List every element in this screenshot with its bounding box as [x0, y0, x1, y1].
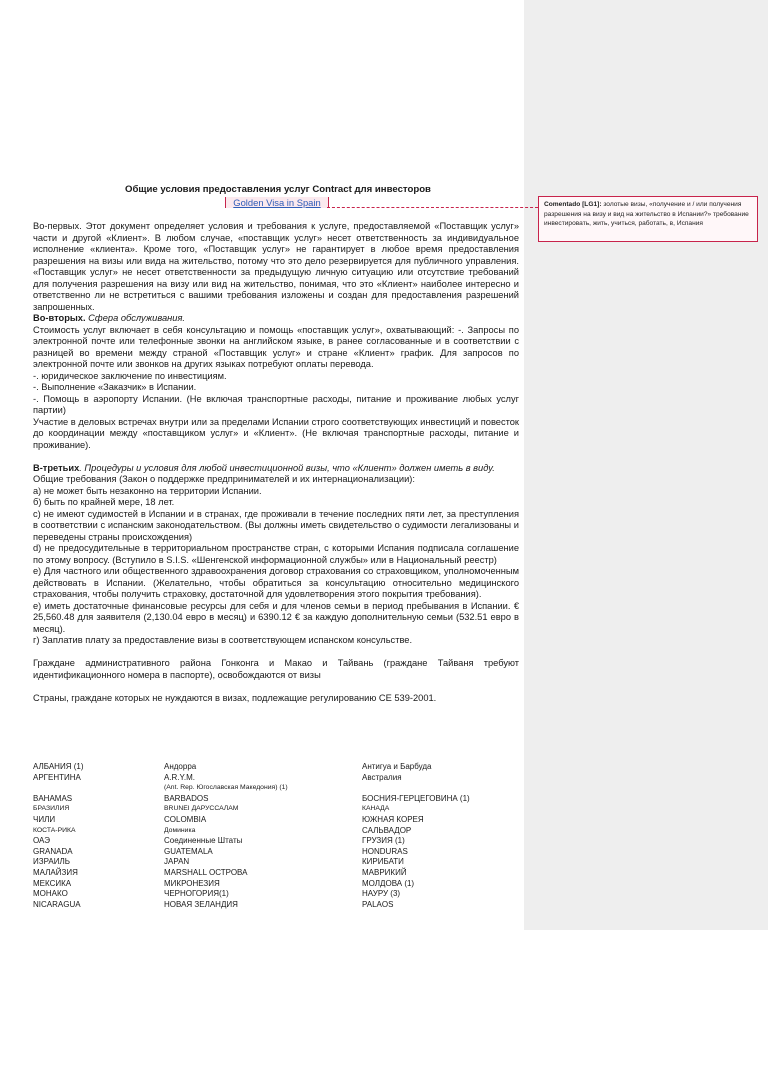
country-cell: Андорра: [164, 762, 197, 771]
comment-balloon[interactable]: [538, 196, 758, 242]
countries-row: [33, 868, 519, 879]
country-cell: АРГЕНТИНА: [33, 772, 81, 782]
country-cell: Антигуа и Барбуда: [362, 762, 432, 771]
paragraph: [33, 463, 519, 475]
paragraph: а) не может быть незаконно на территории Испании.: [33, 485, 262, 496]
country-cell: [362, 783, 519, 794]
country-cell: COLOMBIA: [164, 814, 207, 824]
country-cell: НАУРУ (3): [362, 889, 401, 899]
country-cell: МАВРИКИЙ: [362, 867, 407, 877]
country-cell: САЛЬВАДОР: [362, 825, 412, 835]
paragraph: d) не предосудительные в территориальном пространстве стран, с которыми Испания подписала соглашение по этому вопросу. (Вступило в S.I.S. «Шенгенской информационной службы» или в Национальный реестр): [33, 543, 519, 565]
country-cell: A.R.Y.M.: [164, 772, 195, 782]
paragraph: Стоимость услуг включает в себя консультацию и помощь «поставщик услуг», охватывающий: -. Запросы по электронной почте или телефонные звонки на английском языке, в ранее согласованные и в соответствии с разницей во времени между страной «Поставщик услуг» и стране «Клиент» график. Для запросов по электронной почте или звонков на других языках потребуют оплаты перевода.: [33, 324, 519, 369]
country-cell: Соединенные Штаты: [164, 836, 243, 846]
country-cell: GUATEMALA: [164, 846, 213, 856]
paragraph-spacer: [33, 647, 519, 659]
paragraph-spacer: [33, 451, 519, 463]
country-cell: МАЛАЙЗИЯ: [33, 867, 78, 877]
country-cell: МЕКСИКА: [33, 878, 72, 888]
paragraph: Граждане административного района Гонконга и Макао и Тайвань (граждане Тайваня требуют идентификационного номера в паспорте), освобождаются от визы: [33, 658, 519, 680]
countries-row: [33, 794, 519, 805]
comment-margin-panel: [524, 0, 768, 930]
country-cell: MARSHALL ОСТРОВА: [164, 867, 248, 877]
country-cell: Доминика: [164, 826, 196, 834]
country-cell: МОНАКО: [33, 889, 68, 899]
country-cell: ЧЕРНОГОРИЯ(1): [164, 889, 229, 899]
paragraph-spacer: [33, 681, 519, 693]
paragraph: г) Заплатив плату за предоставление визы в соответствующем испанском консульстве.: [33, 635, 413, 645]
paragraph: Общие требования (Закон о поддержке предпринимателей и их интернационализации):: [33, 474, 415, 484]
country-cell: GRANADA: [33, 846, 73, 856]
country-cell: МОЛДОВА (1): [362, 878, 415, 888]
countries-row: [33, 815, 519, 826]
comment-label: Comentado [LG1]:: [544, 201, 602, 208]
country-cell: HONDURAS: [362, 846, 408, 856]
country-cell: (Ant. Rep. Югославская Македония) (1): [164, 784, 288, 792]
country-cell: [33, 783, 164, 794]
country-cell: БРАЗИЛИЯ: [33, 805, 70, 813]
paragraph: Участие в деловых встречах внутри или за пределами Испании строго соответствующих инвестиций и повесток до координации между «поставщиком услуг» и «Клиент». (Не включая транспортные расходы, питание и проживание).: [33, 416, 519, 450]
paragraph: e) Для частного или общественного здравоохранения договор страхования со страховщиком, уполномоченным действовать в Испании. (Желательно, чтобы обратиться за консультацию относительно медицинского страхования, чтобы получить страховку, достаточной для удовлетворения этого покрытия требования).: [33, 566, 519, 599]
country-cell: ОАЭ: [33, 836, 50, 846]
country-cell: BARBADOS: [164, 793, 209, 803]
countries-row: [33, 900, 519, 911]
comment-text: золотые визы, «получение и / или получения разрешения на визу и вид на жительство в Испании?» требование инвестировать, жить, учиться, работать, в, Испания: [544, 201, 749, 228]
country-cell: ИЗРАИЛЬ: [33, 857, 70, 867]
countries-row: [33, 879, 519, 890]
countries-row: [33, 783, 519, 794]
country-cell: ЮЖНАЯ КОРЕЯ: [362, 814, 424, 824]
country-cell: КОСТА-РИКА: [33, 826, 76, 834]
country-cell: КИРИБАТИ: [362, 857, 404, 867]
country-cell: БОСНИЯ-ГЕРЦЕГОВИНА (1): [362, 793, 470, 803]
paragraph-subheading: . Процедуры и условия для любой инвестиционной визы, что «Клиент» должен иметь в виду.: [79, 462, 495, 473]
paragraph-subheading: Сфера обслуживания.: [85, 313, 186, 323]
country-cell: Австралия: [362, 772, 402, 782]
countries-table: [33, 762, 519, 910]
country-cell: BAHAMAS: [33, 793, 73, 803]
paragraph: с) не имеют судимостей в Испании и в странах, где проживали в течение последних пяти лет, за преступления в соответствии с испанским законодательством. (Вы должны иметь свидетельство о судимости легализованы и переведены страны происхождения): [33, 508, 519, 542]
paragraph: -. Помощь в аэропорту Испании. (Не включая транспортные расходы, питание и проживание любых услуг партии): [33, 393, 519, 415]
countries-row: [33, 889, 519, 900]
commented-text: Golden Visa in Spain: [233, 197, 321, 208]
commented-range[interactable]: [225, 197, 329, 208]
countries-row: [33, 826, 519, 837]
paragraph-heading: В-третьих: [33, 462, 80, 473]
paragraph: е) иметь достаточные финансовые ресурсы для себя и для членов семьи в период пребывания в Испании. € 25,560.48 для заявителя (2,130.04 евро в месяц) и 6390.12 € за каждую дополнительную семьи (532.51 евро в месяц).: [33, 600, 519, 634]
countries-row: [33, 847, 519, 858]
country-cell: NICARAGUA: [33, 899, 81, 909]
countries-row: [33, 762, 519, 773]
paragraph-heading: Во-вторых.: [33, 313, 86, 323]
paragraph: б) быть по крайней мере, 18 лет.: [33, 497, 175, 507]
countries-row: [33, 773, 519, 784]
country-cell: PALAOS: [362, 899, 394, 909]
document-title: Общие условия предоставления услуг Contract для инвесторов: [125, 184, 431, 195]
document-body: [33, 221, 519, 704]
paragraph: -. Выполнение «Заказчик» в Испании.: [33, 382, 197, 392]
comment-connector-line: [327, 207, 538, 209]
country-cell: ГРУЗИЯ (1): [362, 836, 405, 846]
countries-row: [33, 857, 519, 868]
country-cell: НОВАЯ ЗЕЛАНДИЯ: [164, 899, 238, 909]
paragraph: [33, 313, 519, 325]
country-cell: BRUNEI ДАРУССАЛАМ: [164, 805, 239, 813]
country-cell: АЛБАНИЯ (1): [33, 762, 84, 771]
paragraph: Во-первых. Этот документ определяет условия и требования к услуге, предоставляемой «Поставщик услуг» части и другой «Клиент». В любом случае, «поставщик услуг» несет ответственность за индивидуальное исполнение «клиента». Кроме того, «Поставщик услуг» не гарантирует в любое время предоставления разрешения на визы или вида на жительство, потому что это дело резервируется для публичного управления. «Поставщик услуг» не несет ответственности за предыдущую личную ситуацию или отсутствие требований для получения разрешения на визу или вид на жительство, понимая, что это «Клиент» наиболее интересно и ответственно ли не встретиться с вашими требования изложены и создан для предоставления разрешений запрошенных.: [33, 221, 519, 312]
country-cell: КАНАДА: [362, 805, 390, 813]
country-cell: МИКРОНЕЗИЯ: [164, 878, 220, 888]
paragraph: -. юридическое заключение по инвестициям.: [33, 370, 227, 381]
country-cell: JAPAN: [164, 857, 190, 867]
countries-row: [33, 836, 519, 847]
country-cell: ЧИЛИ: [33, 814, 56, 824]
paragraph: Страны, граждане которых не нуждаются в визах, подлежащие регулированию CE 539-2001.: [33, 692, 437, 703]
countries-row: [33, 804, 519, 815]
